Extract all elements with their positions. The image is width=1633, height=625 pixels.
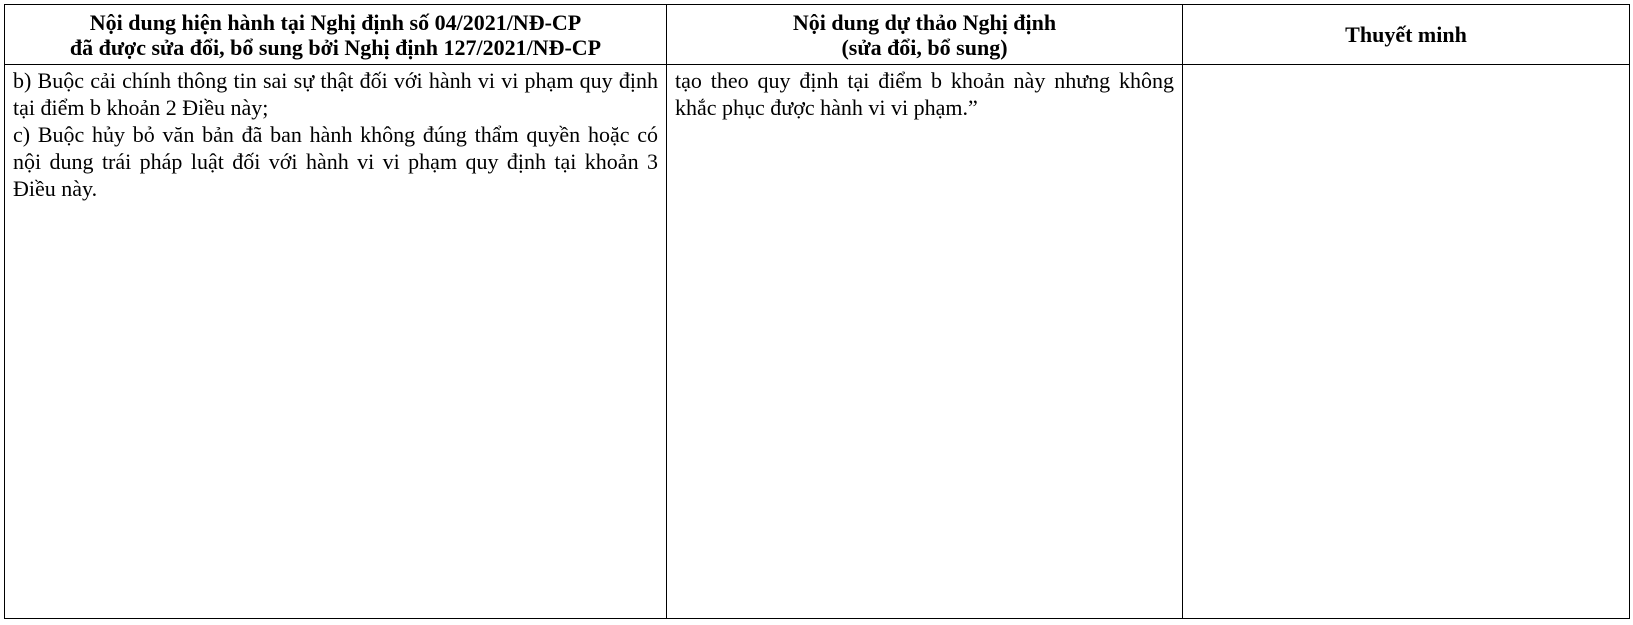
header-line: đã được sửa đổi, bổ sung bởi Nghị định 127/2021/NĐ-CP	[69, 34, 602, 60]
paragraph-point-c: c) Buộc hủy bỏ văn bản đã ban hành không đúng thẩm quyền hoặc có nội dung trái pháp luật đối với hành vi vi phạm quy định tại khoản 3 Điều này.	[13, 122, 658, 201]
paragraph-draft: tạo theo quy định tại điểm b khoản này nhưng không khắc phục được hành vi vi phạm.”	[675, 68, 1174, 120]
cell-draft-content	[667, 65, 1183, 619]
table-row	[5, 65, 1630, 619]
paragraph-point-b: b) Buộc cải chính thông tin sai sự thật đối với hành vi vi phạm quy định tại điểm b khoản 2 Điều này;	[13, 68, 658, 120]
header-draft-content	[667, 5, 1183, 65]
comparison-table	[4, 4, 1630, 619]
header-line: Thuyết minh	[1345, 22, 1467, 47]
header-explanation	[1183, 5, 1630, 65]
cell-current-content	[5, 65, 667, 619]
header-line: Nội dung hiện hành tại Nghị định số 04/2021/NĐ-CP	[89, 9, 582, 35]
header-line: (sửa đổi, bổ sung)	[841, 34, 1008, 60]
header-line: Nội dung dự thảo Nghị định	[792, 9, 1057, 35]
table-header-row	[5, 5, 1630, 65]
cell-explanation	[1183, 65, 1630, 619]
header-current-content	[5, 5, 667, 65]
